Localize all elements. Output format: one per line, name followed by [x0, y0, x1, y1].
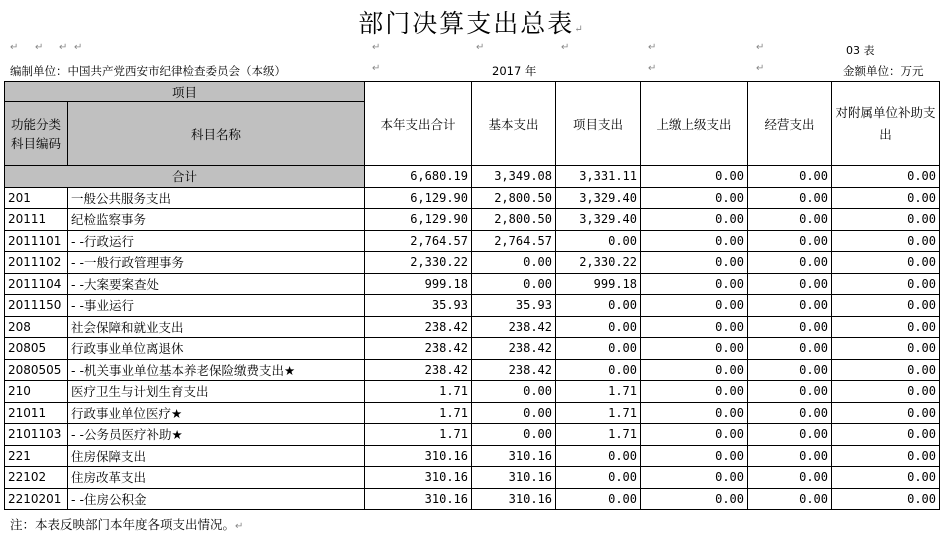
table-row — [5, 187, 940, 209]
cell-basic: 310.16 — [472, 467, 556, 489]
cell-business: 0.00 — [748, 488, 832, 510]
cell-total: 6,680.19 — [365, 166, 472, 188]
cell-upper: 0.00 — [641, 338, 748, 360]
cell-name: 一般公共服务支出 — [68, 187, 365, 209]
cell-upper: 0.00 — [641, 273, 748, 295]
cell-basic: 35.93 — [472, 295, 556, 317]
cell-upper: 0.00 — [641, 359, 748, 381]
cell-affiliated: 0.00 — [832, 467, 940, 489]
cell-total: 310.16 — [365, 488, 472, 510]
cell-total: 2,330.22 — [365, 252, 472, 274]
para-mark: ↵ — [648, 63, 657, 74]
cell-business: 0.00 — [748, 252, 832, 274]
table-row — [5, 252, 940, 274]
cell-business: 0.00 — [748, 402, 832, 424]
cell-project: 2,330.22 — [556, 252, 641, 274]
table-row — [5, 467, 940, 489]
para-mark: ↵ — [756, 42, 765, 53]
cell-project: 0.00 — [556, 488, 641, 510]
cell-name: 纪检监察事务 — [68, 209, 365, 231]
cell-code: 20111 — [5, 209, 68, 231]
cell-basic: 310.16 — [472, 488, 556, 510]
cell-upper: 0.00 — [641, 166, 748, 188]
cell-code: 2011102 — [5, 252, 68, 274]
cell-name: 行政事业单位医疗★ — [68, 402, 365, 424]
cell-project: 1.71 — [556, 424, 641, 446]
cell-business: 0.00 — [748, 273, 832, 295]
cell-name: 住房保障支出 — [68, 445, 365, 467]
cell-total: 238.42 — [365, 316, 472, 338]
item-header: 项目 — [5, 82, 365, 102]
cell-code: 221 — [5, 445, 68, 467]
cell-code: 22102 — [5, 467, 68, 489]
table-row — [5, 359, 940, 381]
cell-basic: 238.42 — [472, 359, 556, 381]
cell-code: 2011150 — [5, 295, 68, 317]
para-mark: ↵ — [372, 63, 381, 74]
cell-name: - -事业运行 — [68, 295, 365, 317]
table-row — [5, 381, 940, 403]
cell-affiliated: 0.00 — [832, 402, 940, 424]
cell-name: - -大案要案查处 — [68, 273, 365, 295]
cell-total: 238.42 — [365, 338, 472, 360]
cell-upper: 0.00 — [641, 402, 748, 424]
cell-business: 0.00 — [748, 316, 832, 338]
cell-name: 行政事业单位离退休 — [68, 338, 365, 360]
para-mark: ↵ — [648, 42, 657, 53]
cell-business: 0.00 — [748, 359, 832, 381]
table-number: 03 表 — [846, 44, 875, 57]
cell-affiliated: 0.00 — [832, 381, 940, 403]
cell-total: 1.71 — [365, 381, 472, 403]
cell-code: 2011101 — [5, 230, 68, 252]
cell-basic: 2,764.57 — [472, 230, 556, 252]
code-col-header: 功能分类科目编码 — [5, 102, 68, 166]
unit-label: 编制单位：中国共产党西安市纪律检查委员会（本级） — [10, 64, 286, 78]
cell-name: 住房改革支出 — [68, 467, 365, 489]
cell-business: 0.00 — [748, 187, 832, 209]
cell-affiliated: 0.00 — [832, 273, 940, 295]
footnote: 注：本表反映部门本年度各项支出情况。↵ — [10, 517, 244, 532]
cell-affiliated: 0.00 — [832, 424, 940, 446]
para-mark: ↵ — [35, 42, 44, 53]
header-info-row — [0, 63, 943, 79]
cell-name: 社会保障和就业支出 — [68, 316, 365, 338]
cell-upper: 0.00 — [641, 209, 748, 231]
page-title: 部门决算支出总表↵ — [358, 9, 585, 38]
cell-upper: 0.00 — [641, 295, 748, 317]
table-row — [5, 424, 940, 446]
cell-name: - -住房公积金 — [68, 488, 365, 510]
para-mark: ↵ — [10, 42, 19, 53]
table-row — [5, 488, 940, 510]
cell-upper: 0.00 — [641, 381, 748, 403]
cell-affiliated: 0.00 — [832, 359, 940, 381]
cell-affiliated: 0.00 — [832, 187, 940, 209]
cell-business: 0.00 — [748, 230, 832, 252]
cell-total: 6,129.90 — [365, 209, 472, 231]
cell-business: 0.00 — [748, 424, 832, 446]
cell-total: 35.93 — [365, 295, 472, 317]
name-col-header: 科目名称 — [68, 102, 365, 166]
cell-basic: 238.42 — [472, 316, 556, 338]
cell-business: 0.00 — [748, 295, 832, 317]
cell-project: 1.71 — [556, 402, 641, 424]
cell-name: 医疗卫生与计划生育支出 — [68, 381, 365, 403]
cell-business: 0.00 — [748, 166, 832, 188]
cell-code: 20805 — [5, 338, 68, 360]
cell-business: 0.00 — [748, 445, 832, 467]
cell-upper: 0.00 — [641, 316, 748, 338]
amount-unit: 金额单位：万元 — [843, 64, 924, 78]
para-mark: ↵ — [756, 63, 765, 74]
cell-upper: 0.00 — [641, 445, 748, 467]
cell-project: 3,329.40 — [556, 209, 641, 231]
cell-upper: 0.00 — [641, 424, 748, 446]
cell-code: 201 — [5, 187, 68, 209]
cell-name: - -机关事业单位基本养老保险缴费支出★ — [68, 359, 365, 381]
cell-business: 0.00 — [748, 467, 832, 489]
cell-basic: 0.00 — [472, 252, 556, 274]
project-col-header: 项目支出 — [556, 82, 641, 166]
cell-total: 999.18 — [365, 273, 472, 295]
cell-business: 0.00 — [748, 338, 832, 360]
table-row — [5, 316, 940, 338]
cell-basic: 3,349.08 — [472, 166, 556, 188]
cell-project: 3,331.11 — [556, 166, 641, 188]
cell-total: 1.71 — [365, 424, 472, 446]
table-row — [5, 402, 940, 424]
cell-basic: 0.00 — [472, 273, 556, 295]
cell-code: 210 — [5, 381, 68, 403]
cell-project: 999.18 — [556, 273, 641, 295]
cell-affiliated: 0.00 — [832, 252, 940, 274]
cell-total: 1.71 — [365, 402, 472, 424]
cell-upper: 0.00 — [641, 252, 748, 274]
sum-label: 合计 — [5, 166, 365, 188]
cell-basic: 238.42 — [472, 338, 556, 360]
para-mark: ↵ — [74, 42, 83, 53]
cell-project: 0.00 — [556, 338, 641, 360]
cell-code: 2210201 — [5, 488, 68, 510]
cell-total: 6,129.90 — [365, 187, 472, 209]
cell-business: 0.00 — [748, 209, 832, 231]
cell-affiliated: 0.00 — [832, 295, 940, 317]
year-label: 2017 年 — [492, 64, 537, 78]
cell-project: 0.00 — [556, 316, 641, 338]
sum-row — [5, 166, 940, 188]
para-mark: ↵ — [59, 42, 68, 53]
cell-name: - -行政运行 — [68, 230, 365, 252]
para-mark: ↵ — [476, 42, 485, 53]
cell-code: 2011104 — [5, 273, 68, 295]
table-row — [5, 209, 940, 231]
cell-project: 0.00 — [556, 467, 641, 489]
cell-total: 2,764.57 — [365, 230, 472, 252]
affiliated-col-header: 对附属单位补助支出 — [832, 82, 940, 166]
para-mark: ↵ — [372, 42, 381, 53]
cell-project: 0.00 — [556, 230, 641, 252]
cell-code: 208 — [5, 316, 68, 338]
cell-name: - -一般行政管理事务 — [68, 252, 365, 274]
cell-project: 0.00 — [556, 359, 641, 381]
cell-code: 2080505 — [5, 359, 68, 381]
cell-upper: 0.00 — [641, 187, 748, 209]
cell-basic: 2,800.50 — [472, 187, 556, 209]
cell-affiliated: 0.00 — [832, 488, 940, 510]
cell-code: 21011 — [5, 402, 68, 424]
cell-business: 0.00 — [748, 381, 832, 403]
upper-col-header: 上缴上级支出 — [641, 82, 748, 166]
table-row — [5, 230, 940, 252]
cell-upper: 0.00 — [641, 488, 748, 510]
cell-affiliated: 0.00 — [832, 316, 940, 338]
cell-code: 2101103 — [5, 424, 68, 446]
cell-project: 1.71 — [556, 381, 641, 403]
basic-col-header: 基本支出 — [472, 82, 556, 166]
cell-affiliated: 0.00 — [832, 338, 940, 360]
cell-affiliated: 0.00 — [832, 230, 940, 252]
cell-basic: 2,800.50 — [472, 209, 556, 231]
cell-project: 3,329.40 — [556, 187, 641, 209]
para-mark: ↵ — [561, 42, 570, 53]
table-row — [5, 338, 940, 360]
cell-affiliated: 0.00 — [832, 166, 940, 188]
table-row — [5, 445, 940, 467]
expenditure-table — [4, 81, 940, 510]
cell-basic: 0.00 — [472, 424, 556, 446]
business-col-header: 经营支出 — [748, 82, 832, 166]
cell-basic: 0.00 — [472, 402, 556, 424]
cell-total: 238.42 — [365, 359, 472, 381]
cell-upper: 0.00 — [641, 467, 748, 489]
cell-project: 0.00 — [556, 445, 641, 467]
table-row — [5, 295, 940, 317]
cell-name: - -公务员医疗补助★ — [68, 424, 365, 446]
total-col-header: 本年支出合计 — [365, 82, 472, 166]
cell-basic: 310.16 — [472, 445, 556, 467]
table-row — [5, 273, 940, 295]
cell-total: 310.16 — [365, 445, 472, 467]
cell-affiliated: 0.00 — [832, 209, 940, 231]
cell-affiliated: 0.00 — [832, 445, 940, 467]
cell-basic: 0.00 — [472, 381, 556, 403]
cell-total: 310.16 — [365, 467, 472, 489]
cell-project: 0.00 — [556, 295, 641, 317]
top-marks-row — [0, 42, 943, 56]
cell-upper: 0.00 — [641, 230, 748, 252]
